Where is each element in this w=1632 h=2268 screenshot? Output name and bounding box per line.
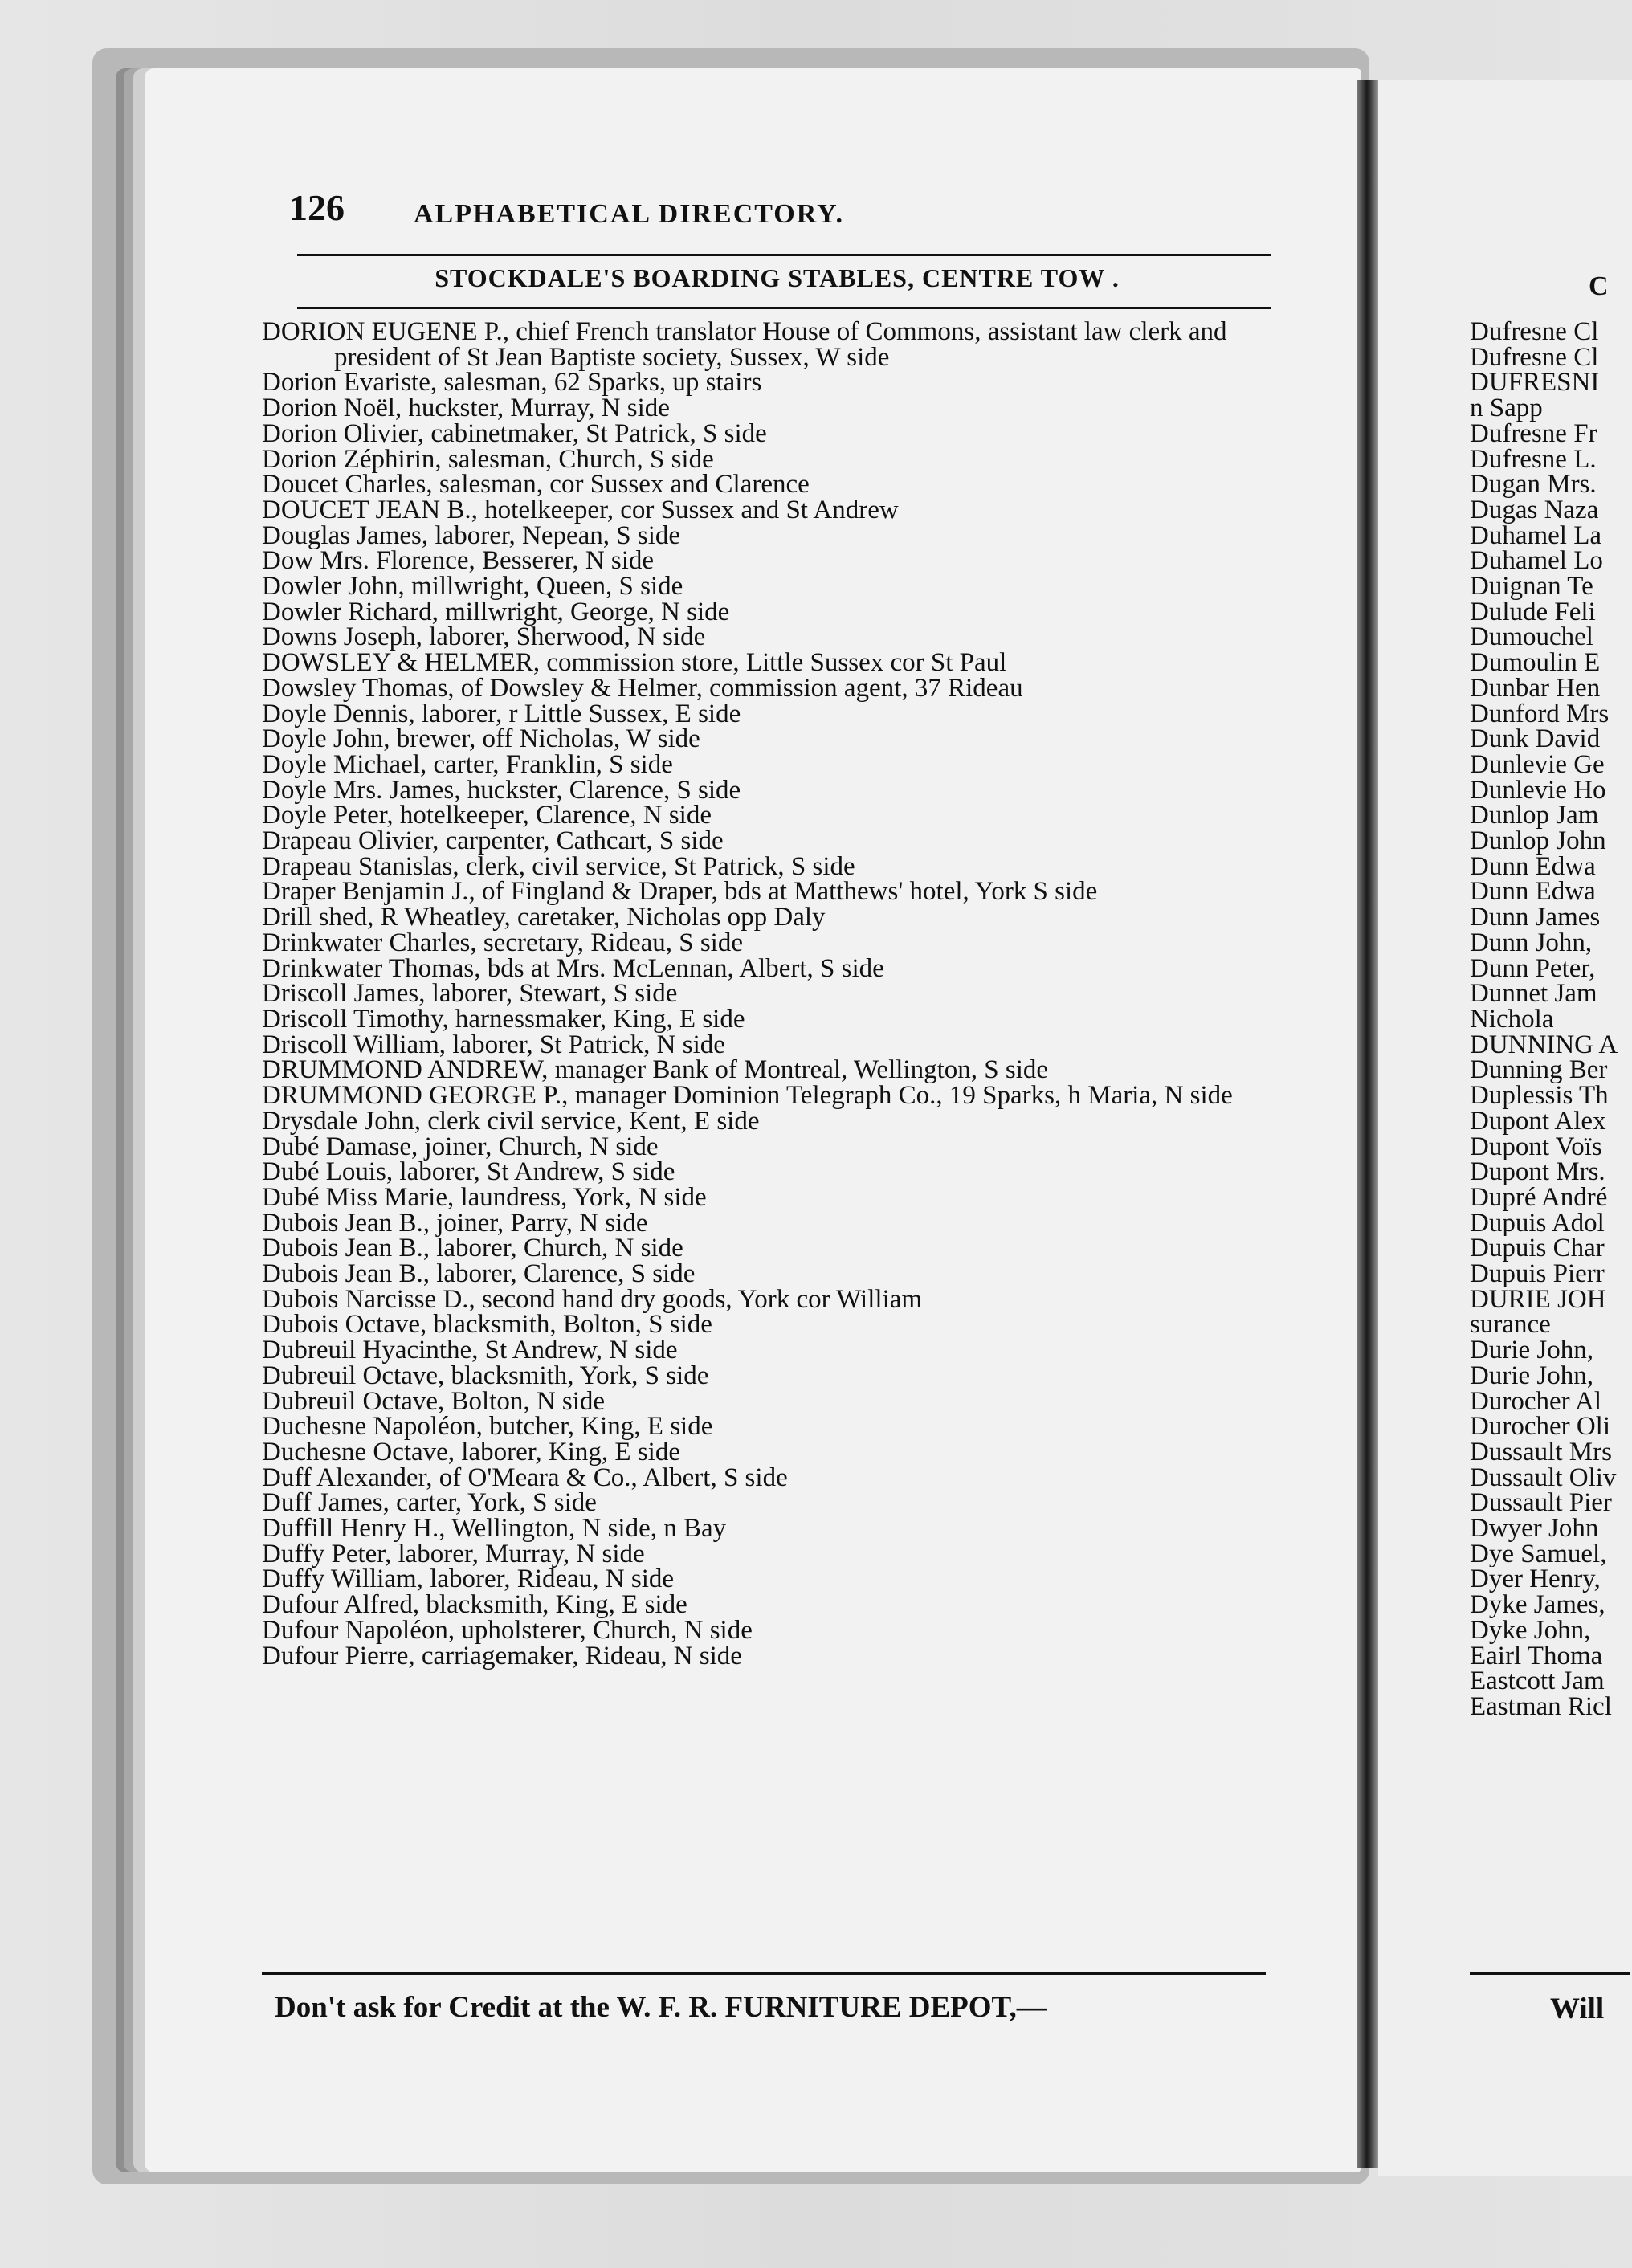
right-page-entry: Dyer Henry, — [1470, 1567, 1601, 1593]
directory-entry: Downs Joseph, laborer, Sherwood, N side — [262, 622, 706, 652]
right-page-entry: Dunn Edwa — [1470, 879, 1596, 906]
right-page-entry: Dunk David — [1470, 727, 1601, 753]
right-page-entry: DUFRESNI — [1470, 370, 1600, 397]
directory-entry: Doyle John, brewer, off Nicholas, W side — [262, 724, 700, 754]
footer-advertisement: Don't ask for Credit at the W. F. R. FURNITURE DEPOT,— — [275, 1991, 1047, 2024]
directory-entry: Duffy Peter, laborer, Murray, N side — [262, 1539, 645, 1568]
right-page-entry: Dunn Peter, — [1470, 956, 1596, 982]
right-footer-rule — [1470, 1972, 1630, 1975]
page-header — [261, 186, 1293, 235]
directory-entry: Dubreuil Hyacinthe, St Andrew, N side — [262, 1336, 678, 1365]
directory-entry: Dubé Damase, joiner, Church, N side — [262, 1132, 659, 1161]
right-page-entry: Dunn John, — [1470, 930, 1593, 957]
right-page-entry: Dunn Edwa — [1470, 854, 1596, 880]
directory-entry: Dubois Jean B., laborer, Clarence, S side — [262, 1259, 696, 1289]
right-page-entry: Durie John, — [1470, 1363, 1593, 1389]
right-page-entry: Dupuis Pierr — [1470, 1262, 1605, 1287]
directory-entry: Dubreuil Octave, Bolton, N side — [262, 1386, 606, 1416]
directory-entry: DOWSLEY & HELMER, commission store, Little Sussex cor St Paul — [262, 648, 1007, 678]
directory-entry: DORION EUGENE P., chief French translator House of Commons, assistant law clerk and president of St Jean Baptiste society, Sussex, W side — [262, 317, 1227, 372]
right-page-entries — [1470, 320, 1630, 1720]
directory-entry: Dufour Napoléon, upholsterer, Church, N side — [262, 1615, 753, 1645]
directory-entry: Dufour Alfred, blacksmith, King, E side — [262, 1590, 687, 1620]
right-page-entry: Dufresne Cl — [1470, 320, 1599, 345]
banner-advertisement: STOCKDALE'S BOARDING STABLES, CENTRE TOW . — [435, 263, 1120, 292]
directory-entry: Duchesne Napoléon, butcher, King, E side — [262, 1412, 713, 1442]
directory-entry: Dorion Olivier, cabinetmaker, St Patrick, S side — [262, 418, 767, 448]
directory-entry: Dubois Jean B., joiner, Parry, N side — [262, 1208, 648, 1238]
directory-entry: Dubois Narcisse D., second hand dry goods, York cor William — [262, 1284, 923, 1314]
right-page-entry: Dye Samuel, — [1470, 1541, 1607, 1568]
directory-entry: Doyle Peter, hotelkeeper, Clarence, N side — [262, 801, 712, 830]
directory-entry: Draper Benjamin J., of Fingland & Draper, bds at Matthews' hotel, York S side — [262, 877, 1098, 907]
right-page-entry: Dussault Pier — [1470, 1491, 1612, 1517]
right-page-entry: Dugas Naza — [1470, 497, 1599, 524]
directory-entry: Drinkwater Charles, secretary, Rideau, S side — [262, 928, 743, 957]
right-page-entry: Dwyer John — [1470, 1516, 1599, 1542]
book-gutter — [1357, 80, 1378, 2168]
directory-entry: DRUMMOND GEORGE P., manager Dominion Telegraph Co., 19 Sparks, h Maria, N side — [262, 1081, 1233, 1111]
page-title: ALPHABETICAL DIRECTORY. — [414, 199, 845, 229]
right-footer-advertisement: Will — [1550, 1993, 1605, 2025]
directory-entry: Douglas James, laborer, Nepean, S side — [262, 520, 681, 550]
right-page-entry: Dupuis Char — [1470, 1236, 1605, 1262]
directory-entry: Driscoll Timothy, harnessmaker, King, E side — [262, 1004, 745, 1034]
directory-entry: Duchesne Octave, laborer, King, E side — [262, 1437, 680, 1466]
right-page-entry: Dussault Oliv — [1470, 1465, 1617, 1491]
directory-entry: Dorion Zéphirin, salesman, Church, S side — [262, 444, 714, 474]
right-page-entry: Dunlop Jam — [1470, 803, 1599, 830]
right-page-heading-fragment: C — [1589, 271, 1609, 301]
directory-entry: DRUMMOND ANDREW, manager Bank of Montreal, Wellington, S side — [262, 1055, 1049, 1085]
directory-entry: Dubois Octave, blacksmith, Bolton, S side — [262, 1310, 712, 1340]
directory-entry: Duff Alexander, of O'Meara & Co., Albert, S side — [262, 1462, 788, 1492]
right-page-entry: Dupont Alex — [1470, 1108, 1606, 1135]
right-page-entry: Dyke John, — [1470, 1617, 1591, 1644]
right-page-entry: Dunnet Jam — [1470, 981, 1597, 1007]
footer-rule — [262, 1972, 1266, 1975]
right-page-entry: Nichola — [1470, 1006, 1554, 1033]
directory-entry: Dubé Louis, laborer, St Andrew, S side — [262, 1157, 675, 1187]
right-page-entry: DUNNING A — [1470, 1032, 1618, 1059]
directory-entry: Drinkwater Thomas, bds at Mrs. McLennan, Albert, S side — [262, 953, 884, 983]
directory-entry: Drapeau Olivier, carpenter, Cathcart, S side — [262, 826, 724, 856]
right-page-entry: DURIE JOH — [1470, 1287, 1606, 1313]
directory-entry: Dowler Richard, millwright, George, N side — [262, 597, 730, 626]
right-page-entry: Dunlevie Ho — [1470, 777, 1606, 804]
directory-entry: DOUCET JEAN B., hotelkeeper, cor Sussex and St Andrew — [262, 495, 899, 524]
directory-entry: Doyle Michael, carter, Franklin, S side — [262, 749, 673, 779]
directory-entry: Dow Mrs. Florence, Besserer, N side — [262, 546, 655, 576]
right-page-entry: Dunbar Hen — [1470, 675, 1601, 702]
right-page-entry: Dulude Feli — [1470, 599, 1596, 626]
right-page-entry: Dufresne L. — [1470, 447, 1597, 473]
right-page-entry: Dunford Mrs — [1470, 701, 1610, 728]
directory-entry: Doucet Charles, salesman, cor Sussex and Clarence — [262, 470, 810, 500]
right-page-entry: Duhamel Lo — [1470, 549, 1603, 575]
directory-entry: Drapeau Stanislas, clerk, civil service, St Patrick, S side — [262, 851, 855, 881]
right-page-entry: Durocher Al — [1470, 1389, 1602, 1415]
directory-entry: Dorion Evariste, salesman, 62 Sparks, up stairs — [262, 368, 762, 398]
right-page-entry: Duplessis Th — [1470, 1083, 1609, 1109]
right-page-entry: Eairl Thoma — [1470, 1643, 1603, 1670]
directory-entry: Driscoll James, laborer, Stewart, S side — [262, 979, 678, 1009]
right-page-entry: surance — [1470, 1312, 1551, 1339]
directory-entries — [262, 317, 1298, 1670]
directory-entry: Dowler John, millwright, Queen, S side — [262, 572, 683, 602]
page-number: 126 — [289, 187, 345, 228]
directory-entry: Dubé Miss Marie, laundress, York, N side — [262, 1182, 707, 1212]
right-page-entry: Eastman Ricl — [1470, 1694, 1612, 1720]
right-page-entry: Dupont Mrs. — [1470, 1160, 1605, 1185]
right-page-entry: Dumoulin E — [1470, 651, 1601, 676]
right-page-entry: Dyke James, — [1470, 1593, 1605, 1618]
right-page-entry: Durocher Oli — [1470, 1414, 1611, 1440]
directory-entry: Drill shed, R Wheatley, caretaker, Nicholas opp Daly — [262, 903, 826, 932]
right-page-entry: Dunning Ber — [1470, 1058, 1608, 1084]
right-page-entry: n Sapp — [1470, 396, 1543, 422]
directory-entry: Duffill Henry H., Wellington, N side, n Bay — [262, 1514, 727, 1544]
directory-entry: Dubois Jean B., laborer, Church, N side — [262, 1234, 683, 1263]
directory-entry: Doyle Dennis, laborer, r Little Sussex, E side — [262, 699, 741, 728]
directory-entry: Dowsley Thomas, of Dowsley & Helmer, commission agent, 37 Rideau — [262, 673, 1023, 703]
right-page-entry: Eastcott Jam — [1470, 1669, 1605, 1695]
header-rule — [297, 254, 1271, 256]
right-page-entry: Dufresne Cl — [1470, 345, 1599, 371]
directory-entry: Dubreuil Octave, blacksmith, York, S side — [262, 1360, 709, 1390]
right-page-entry: Duignan Te — [1470, 574, 1593, 600]
right-page-entry: Dufresne Fr — [1470, 421, 1597, 447]
right-page-entry: Dupuis Adol — [1470, 1210, 1605, 1237]
right-page-entry: Dunn James — [1470, 905, 1601, 931]
right-page-entry: Durie John, — [1470, 1338, 1593, 1364]
directory-entry: Duffy William, laborer, Rideau, N side — [262, 1564, 675, 1594]
right-page-entry: Dunlevie Ge — [1470, 752, 1605, 778]
directory-entry: Doyle Mrs. James, huckster, Clarence, S side — [262, 775, 741, 805]
right-page-entry: Dupont Voïs — [1470, 1134, 1602, 1161]
directory-entry: Dufour Pierre, carriagemaker, Rideau, N side — [262, 1641, 742, 1670]
right-page-entry: Dugan Mrs. — [1470, 472, 1597, 498]
right-page-entry: Dumouchel — [1470, 625, 1593, 651]
directory-entry: Driscoll William, laborer, St Patrick, N side — [262, 1030, 725, 1059]
right-page-entry: Dunlop John — [1470, 829, 1606, 855]
right-page-entry: Dupré André — [1470, 1185, 1608, 1211]
banner-rule — [297, 307, 1271, 309]
directory-entry: Duff James, carter, York, S side — [262, 1488, 597, 1518]
directory-entry: Drysdale John, clerk civil service, Kent, E side — [262, 1106, 760, 1136]
right-page-entry: Dussault Mrs — [1470, 1439, 1612, 1466]
directory-entry: Dorion Noël, huckster, Murray, N side — [262, 394, 670, 423]
right-page-entry: Duhamel La — [1470, 523, 1602, 549]
